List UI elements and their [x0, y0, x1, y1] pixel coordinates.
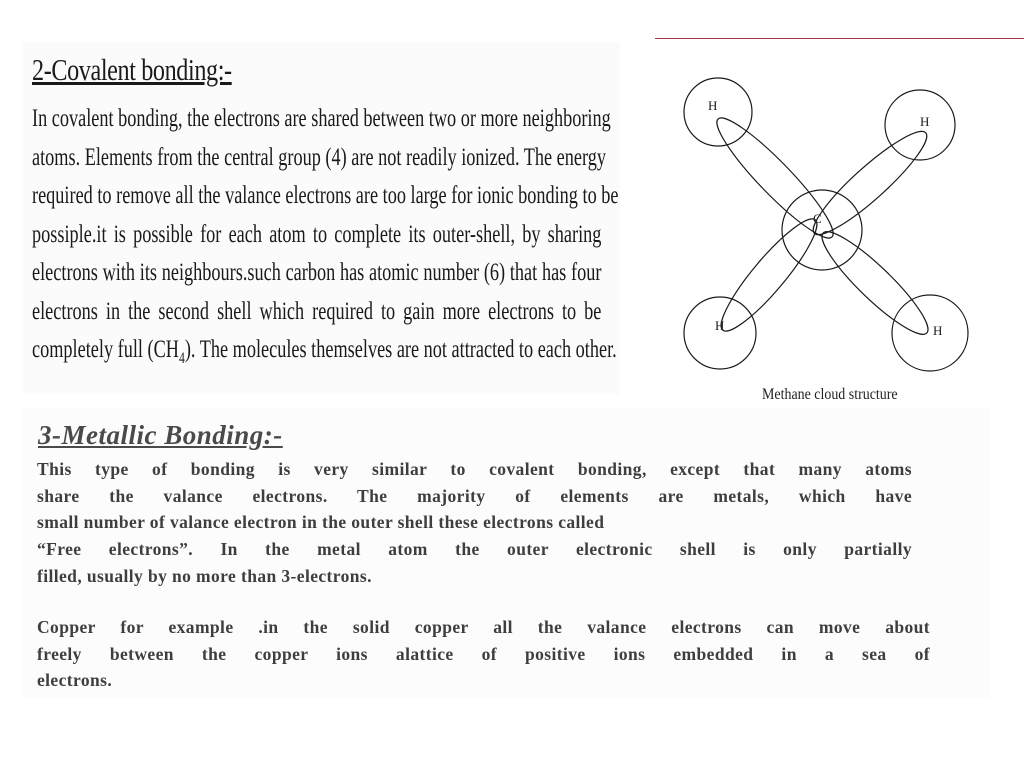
covalent-line-7-end: ). The molecules themselves are not attracted to each other.: [184, 336, 617, 363]
metallic-line-1: This type of bonding is very similar to covalent bonding, except that many atoms: [37, 459, 912, 479]
hydrogen-label-top-left: H: [708, 98, 718, 113]
methane-diagram: [680, 50, 980, 400]
metallic-line-5: filled, usually by no more than 3-electrons.: [37, 565, 372, 586]
metallic-line-3: small number of valance electron in the outer shell these electrons called: [37, 512, 605, 533]
carbon-atom: [782, 190, 862, 270]
metallic-heading: 3-Metallic Bonding:-: [38, 420, 283, 450]
methane-subscript: 4: [178, 350, 185, 367]
hydrogen-label-bottom-right: H: [933, 323, 943, 338]
copper-line-2: freely between the copper ions alattice of positive ions embedded in a sea of: [37, 643, 930, 664]
bond-cloud-bottom-right: [812, 221, 938, 344]
copper-line-1: Copper for example .in the solid copper all the valance electrons can move about: [37, 617, 930, 637]
metallic-paragraph: [37, 456, 912, 589]
copper-example-paragraph: [37, 614, 930, 694]
bond-cloud-top-left: [707, 108, 844, 248]
covalent-line-2: atoms. Elements from the central group (4) are not readily ionized. The energy: [32, 143, 607, 171]
covalent-line-3: required to remove all the valance electrons are too large for ionic bonding to be: [32, 182, 619, 209]
metallic-line-4: “Free electrons”. In the metal atom the outer electronic shell is only partially: [37, 539, 912, 560]
diagram-caption: Methane cloud structure: [762, 386, 898, 403]
covalent-paragraph: [32, 100, 619, 370]
hydrogen-atom-bottom-right: [892, 295, 968, 371]
covalent-line-7: [32, 331, 617, 370]
covalent-line-1: In covalent bonding, the electrons are shared between two or more neighboring: [32, 105, 611, 132]
hydrogen-atom-top-left: [684, 78, 752, 146]
metallic-line-2: share the valance electrons. The majority of elements are metals, which have: [37, 485, 912, 506]
bond-cloud-top-right: [804, 121, 937, 245]
covalent-heading: 2-Covalent bonding:-: [32, 52, 232, 87]
covalent-line-5: electrons with its neighbours.such carbon has atomic number (6) that has four: [32, 259, 602, 286]
hydrogen-atom-bottom-left: [684, 297, 756, 369]
carbon-label: C: [813, 211, 822, 226]
covalent-line-4: possiple.it is possible for each atom to complete its outer-shell, by sharing: [32, 220, 602, 248]
hydrogen-label-bottom-left: H: [715, 318, 725, 333]
title-divider-line: [655, 38, 1024, 39]
copper-line-3: electrons.: [37, 670, 113, 691]
hydrogen-label-top-right: H: [920, 114, 930, 129]
covalent-line-6: electrons in the second shell which required to gain more electrons to be: [32, 297, 602, 325]
covalent-line-7-start: completely full (CH: [32, 336, 179, 363]
